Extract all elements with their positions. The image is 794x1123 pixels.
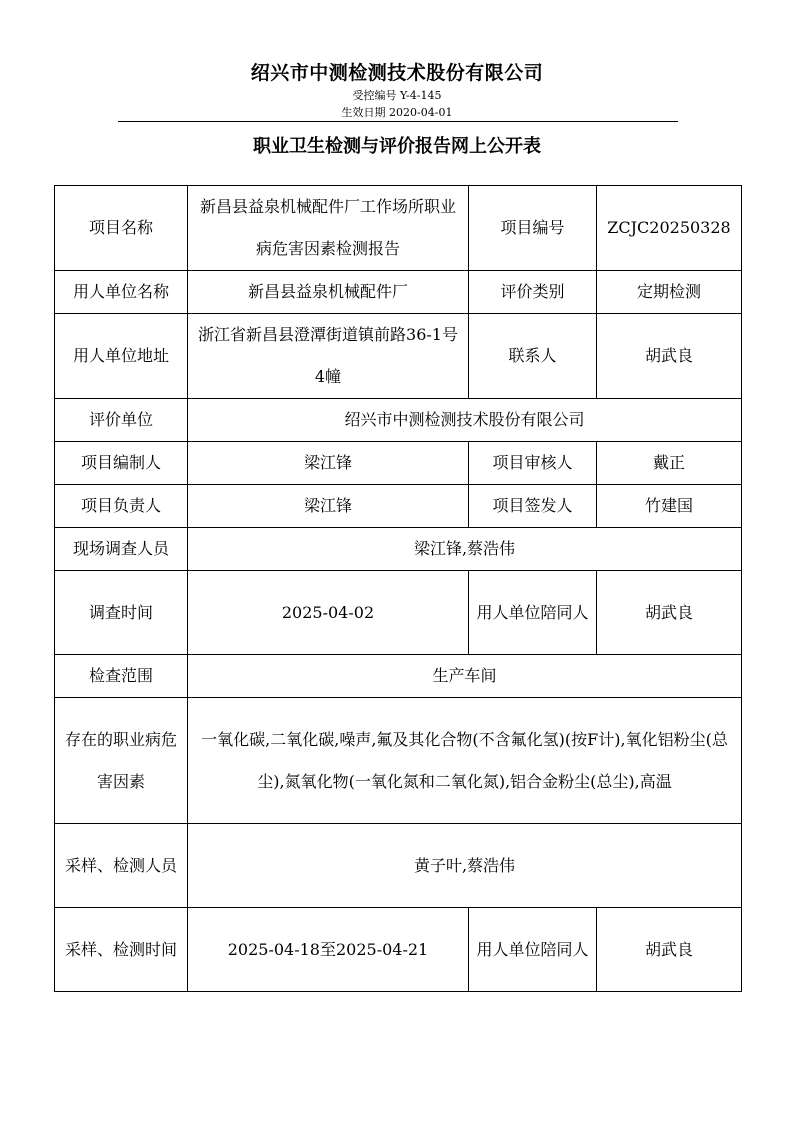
survey-accompany-value: 胡武良	[597, 571, 742, 655]
hazards-value: 一氧化碳,二氧化碳,噪声,氟及其化合物(不含氟化氢)(按F计),氧化铝粉尘(总尘),氮氧化物(一氧化氮和二氧化氮),铝合金粉尘(总尘),高温	[188, 698, 742, 824]
compiler-value: 梁江锋	[188, 442, 469, 485]
reviewer-value: 戴正	[597, 442, 742, 485]
employer-name-value: 新昌县益泉机械配件厂	[188, 271, 469, 314]
sampling-time-value: 2025-04-18至2025-04-21	[188, 908, 469, 992]
project-no-value: ZCJC20250328	[597, 186, 742, 271]
table-row	[55, 908, 742, 992]
project-no-label: 项目编号	[469, 186, 597, 271]
table-row	[55, 442, 742, 485]
contact-label: 联系人	[469, 314, 597, 399]
scope-value: 生产车间	[188, 655, 742, 698]
project-name-value: 新昌县益泉机械配件厂工作场所职业病危害因素检测报告	[188, 186, 469, 271]
table-row	[55, 571, 742, 655]
table-row	[55, 655, 742, 698]
table-row	[55, 698, 742, 824]
contact-value: 胡武良	[597, 314, 742, 399]
table-row	[55, 271, 742, 314]
survey-time-value: 2025-04-02	[188, 571, 469, 655]
control-number: 受控编号 Y-4-145	[352, 89, 442, 102]
document-title: 职业卫生检测与评价报告网上公开表	[253, 136, 541, 157]
eval-type-value: 定期检测	[597, 271, 742, 314]
survey-staff-value: 梁江锋,蔡浩伟	[188, 528, 742, 571]
table-row	[55, 186, 742, 271]
eval-org-value: 绍兴市中测检测技术股份有限公司	[188, 399, 742, 442]
survey-staff-label: 现场调查人员	[55, 528, 188, 571]
hazards-label: 存在的职业病危害因素	[55, 698, 188, 824]
leader-value: 梁江锋	[188, 485, 469, 528]
issuer-label: 项目签发人	[469, 485, 597, 528]
eval-org-label: 评价单位	[55, 399, 188, 442]
sampling-accompany-value: 胡武良	[597, 908, 742, 992]
eval-type-label: 评价类别	[469, 271, 597, 314]
compiler-label: 项目编制人	[55, 442, 188, 485]
sampling-staff-value: 黄子叶,蔡浩伟	[188, 824, 742, 908]
scope-label: 检查范围	[55, 655, 188, 698]
table-row	[55, 314, 742, 399]
disclosure-table	[54, 185, 742, 992]
header-divider	[118, 121, 678, 122]
survey-time-label: 调查时间	[55, 571, 188, 655]
employer-address-label: 用人单位地址	[55, 314, 188, 399]
issuer-value: 竹建国	[597, 485, 742, 528]
sampling-staff-label: 采样、检测人员	[55, 824, 188, 908]
employer-name-label: 用人单位名称	[55, 271, 188, 314]
table-row	[55, 399, 742, 442]
reviewer-label: 项目审核人	[469, 442, 597, 485]
table-row	[55, 485, 742, 528]
employer-address-value: 浙江省新昌县澄潭街道镇前路36-1号4幢	[188, 314, 469, 399]
table-row	[55, 528, 742, 571]
survey-accompany-label: 用人单位陪同人	[469, 571, 597, 655]
table-row	[55, 824, 742, 908]
sampling-accompany-label: 用人单位陪同人	[469, 908, 597, 992]
leader-label: 项目负责人	[55, 485, 188, 528]
sampling-time-label: 采样、检测时间	[55, 908, 188, 992]
company-name: 绍兴市中测检测技术股份有限公司	[250, 62, 544, 84]
effective-date: 生效日期 2020-04-01	[341, 106, 453, 119]
project-name-label: 项目名称	[55, 186, 188, 271]
